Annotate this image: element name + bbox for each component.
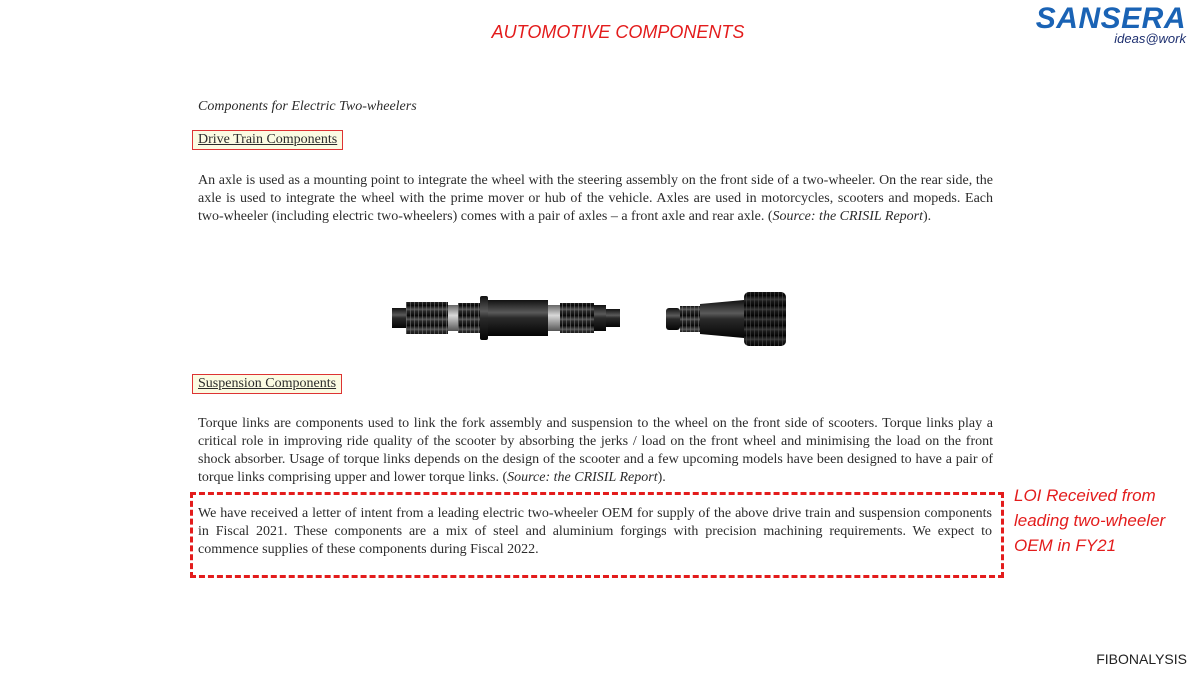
suspension-heading-box: [192, 374, 342, 393]
drive-train-heading: Drive Train Components: [192, 130, 343, 150]
footer-brand: FIBONALYSIS: [1096, 651, 1187, 667]
logo-tagline: ideas@work: [1114, 31, 1186, 46]
section-heading: Components for Electric Two-wheelers: [198, 99, 417, 114]
sansera-logo: [1022, 4, 1192, 48]
drive-train-heading-box: [192, 130, 343, 149]
short-stub-axle: [666, 292, 786, 346]
loi-annotation: LOI Received from leading two-wheeler OEM in FY21: [1014, 486, 1166, 555]
drive-train-source: Source: the CRISIL Report: [772, 209, 924, 224]
drive-train-text: An axle is used as a mounting point to integrate the wheel with the steering assembly on the front side of a two-wheeler. On the rear side, the axle is used to integrate the wheel with the prime mover or hub of the vehicle. Axles are used in motorcycles, scooters and mopeds. Each two-wheeler (including electric two-wheelers) comes with a pair of axles – a front axle and rear axle. (: [198, 173, 993, 224]
slide-title: AUTOMOTIVE COMPONENTS: [491, 22, 745, 42]
suspension-text: Torque links are components used to link the fork assembly and suspension to the wheel on the front side of scooters. Torque links play a critical role in improving ride quality of the scooter by absorbing the jerks / load on the front wheel and minimising the load on the front shock absorber. Usage of torque links depends on the design of the scooter and a few upcoming models have been designed to have a pair of torque links comprising upper and lower torque links. (: [198, 416, 993, 485]
drive-train-text-end: ).: [923, 209, 932, 224]
logo-wordmark: SANSERA: [1035, 2, 1186, 35]
suspension-paragraph: [198, 415, 993, 487]
long-axle-shaft: [392, 296, 620, 340]
loi-paragraph: We have received a letter of intent from a leading electric two-wheeler OEM for supply of the above drive train and suspension components in Fiscal 2021. These components are a mix of steel and aluminium forgings with precision machining requirements. We expect to commence supplies of these components during Fiscal 2022.: [198, 506, 992, 557]
suspension-source: Source: the CRISIL Report: [507, 470, 658, 485]
suspension-heading: Suspension Components: [192, 374, 342, 394]
axle-product-image: [388, 286, 798, 356]
suspension-text-end: ).: [657, 470, 666, 485]
drive-train-paragraph: [198, 172, 993, 226]
